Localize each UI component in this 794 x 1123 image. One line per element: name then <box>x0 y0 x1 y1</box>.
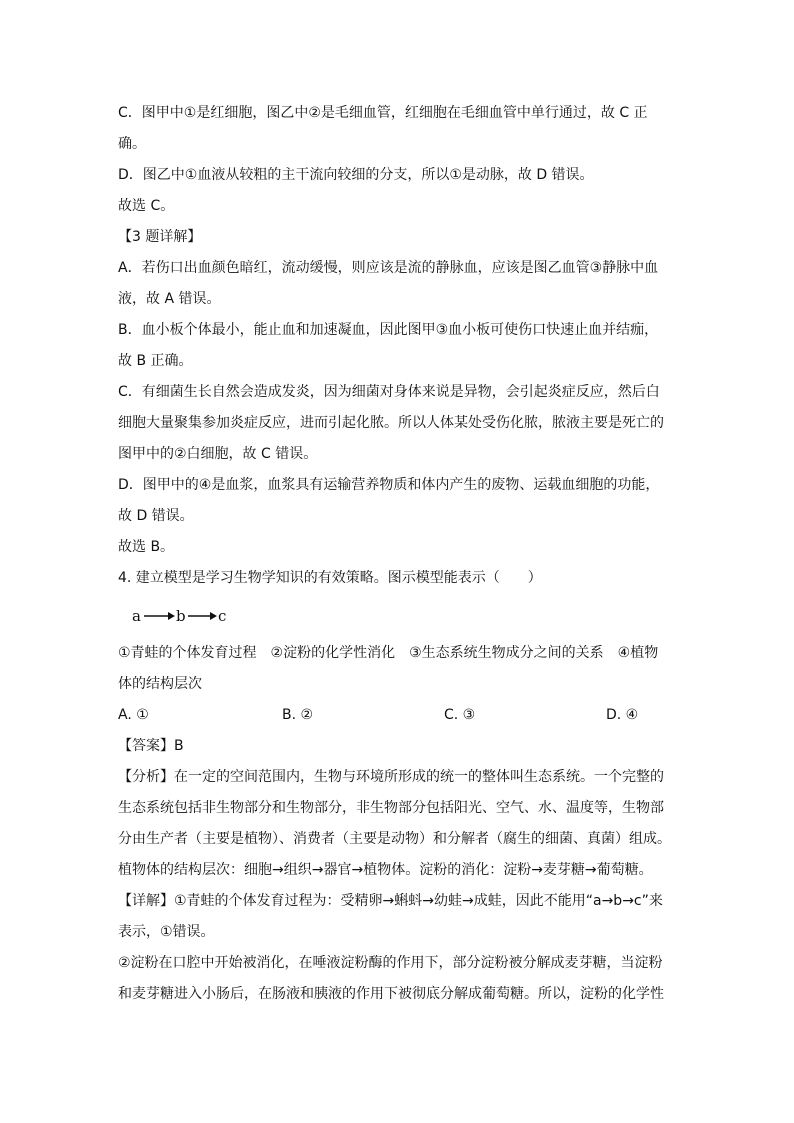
arrow-head-2 <box>210 612 217 620</box>
section-heading: 【3 题详解】 <box>118 229 202 245</box>
text-line: ②淀粉在口腔中开始被消化，在唾液淀粉酶的作用下，部分淀粉被分解成麦芽糖，当淀粉 <box>118 955 663 971</box>
text-line: 生态系统包括非生物部分和生物部分，非生物部分包括阳光、空气、水、温度等，生物部 <box>118 800 664 816</box>
text-line: 故 B 正确。 <box>118 353 193 369</box>
text-line: 【详解】①青蛙的个体发育过程为：受精卵→蝌蚪→幼蛙→成蛙，因此不能用“a→b→c”来 <box>118 893 663 909</box>
option-d: D. ④ <box>606 707 639 723</box>
text-line: 故选 C。 <box>118 198 175 214</box>
text-line: 表示，①错误。 <box>118 924 215 940</box>
option-c: C. ③ <box>444 707 476 723</box>
answer-line: 【答案】B <box>118 738 184 754</box>
text-line: 分由生产者（主要是植物）、消费者（主要是动物）和分解者（腐生的细菌、真菌）组成。 <box>118 831 671 847</box>
text-line: C．有细菌生长自然会造成发炎，因为细菌对身体来说是异物，会引起炎症反应，然后白 <box>118 384 660 400</box>
text-line: A．若伤口出血颜色暗红，流动缓慢，则应该是流的静脉血，应该是图乙血管③静脉中血 <box>118 260 659 276</box>
arrow-diagram-svg <box>130 604 240 628</box>
option-a: A. ① <box>118 707 149 723</box>
text-line: 植物体的结构层次：细胞→组织→器官→植物体。淀粉的消化：淀粉→麦芽糖→葡萄糖。 <box>118 862 653 878</box>
text-line: 和麦芽糖进入小肠后，在肠液和胰液的作用下被彻底分解成葡萄糖。所以，淀粉的化学性 <box>118 986 664 1002</box>
text-line: 液，故 A 错误。 <box>118 291 221 307</box>
text-line: 【分析】在一定的空间范围内，生物与环境所形成的统一的整体叫生态系统。一个完整的 <box>118 769 664 785</box>
arrow-head-1 <box>168 612 175 620</box>
answer-options <box>118 704 678 726</box>
text-line: 故选 B。 <box>118 539 175 555</box>
text-line: D．图乙中①血液从较粗的主干流向较细的分支，所以①是动脉，故 D 错误。 <box>118 167 594 183</box>
text-line: ①青蛙的个体发育过程 ②淀粉的化学性消化 ③生态系统生物成分之间的关系 ④植物 <box>118 645 659 661</box>
model-diagram <box>130 604 240 628</box>
question-stem: 4. 建立模型是学习生物学知识的有效策略。图示模型能表示（ ） <box>118 570 542 586</box>
option-b: B. ② <box>282 707 314 723</box>
text-line: B．血小板个体最小，能止血和加速凝血，因此图甲③血小板可使伤口快速止血并结痂， <box>118 322 659 338</box>
diagram-label-b: b <box>176 607 186 625</box>
text-line: 故 D 错误。 <box>118 508 194 524</box>
diagram-label-a: a <box>132 607 141 625</box>
text-line: 确。 <box>118 136 146 152</box>
text-line: D．图甲中的④是血浆，血浆具有运输营养物质和体内产生的废物、运载血细胞的功能， <box>118 477 660 493</box>
text-line: 图甲中的②白细胞，故 C 错误。 <box>118 446 318 462</box>
text-line: 细胞大量聚集参加炎症反应，进而引起化脓。所以人体某处受伤化脓，脓液主要是死亡的 <box>118 415 664 431</box>
diagram-label-c: c <box>218 607 227 625</box>
text-line: 体的结构层次 <box>118 676 202 692</box>
text-line: C．图甲中①是红细胞，图乙中②是毛细血管，红细胞在毛细血管中单行通过，故 C 正 <box>118 105 648 121</box>
